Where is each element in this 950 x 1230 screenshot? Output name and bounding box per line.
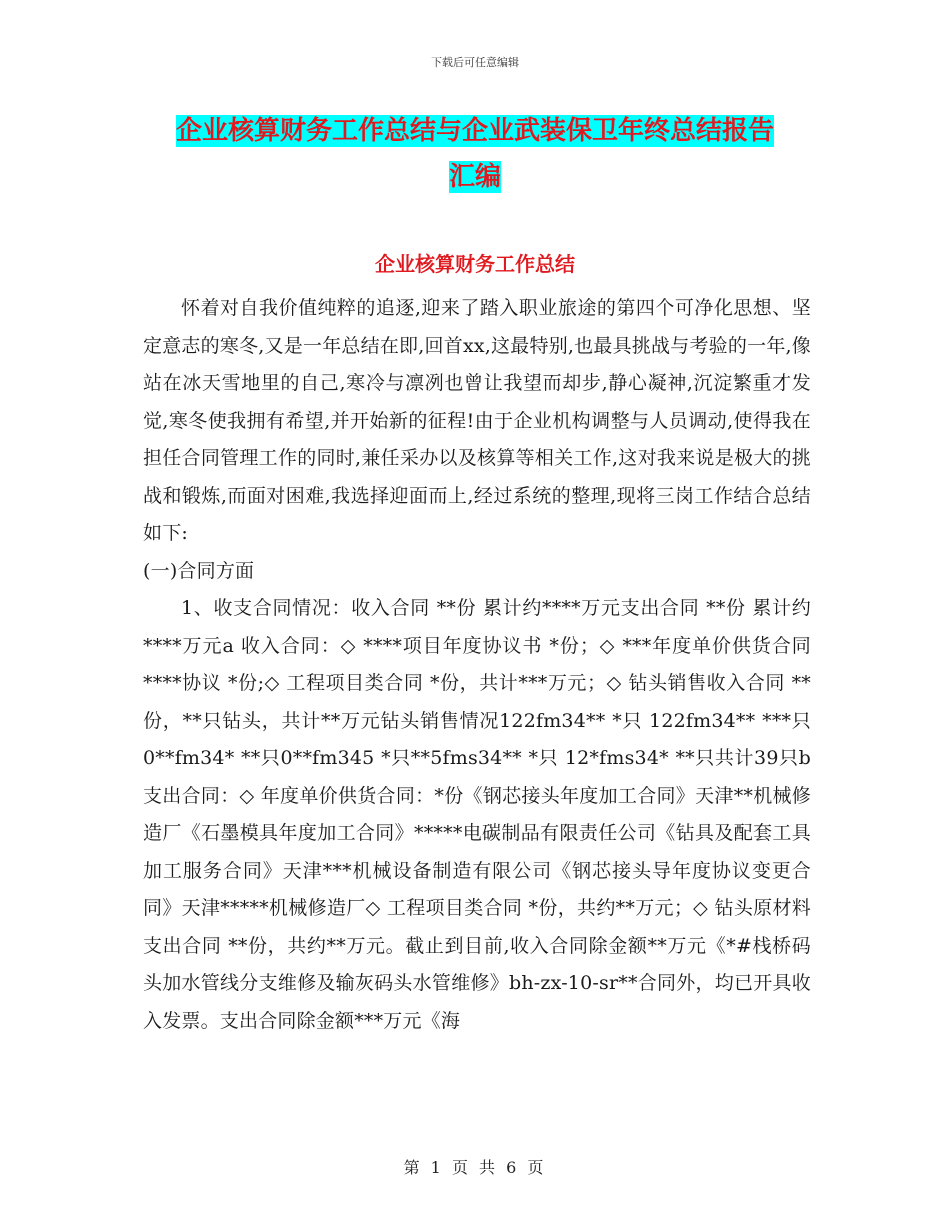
body-paragraph-heading: (一)合同方面 (143, 559, 255, 582)
header-note: 下载后可任意编辑 (431, 56, 519, 69)
body-paragraph-intro: 怀着对自我价值纯粹的追逐,迎来了踏入职业旅途的第四个可净化思想、坚定意志的寒冬,又是一年总结在即,回首xx,这最特别,也最具挑战与考验的一年,像站在冰天雪地里的自己,寒冷与凛冽也曾让我望而却步,静心凝神,沉淀繁重才发觉,寒冬使我拥有希望,并开始新的征程!由于企业机构调整与人员调动,使得我在担任合同管理工作的同时,兼任采办以及核算等相关工作,这对我来说是极大的挑战和锻炼,而面对困难,我选择迎面而上,经过系统的整理,现将三岗工作结合总结如下: (143, 297, 811, 544)
page-footer: 第 1 页 共 6 页 (403, 1158, 547, 1177)
document-title-line1: 企业核算财务工作总结与企业武装保卫年终总结报告 (175, 116, 774, 146)
document-body (143, 290, 811, 1040)
section-title: 企业核算财务工作总结 (375, 252, 575, 276)
body-paragraph-contracts: 1、收支合同情况：收入合同 **份 累计约****万元支出合同 **份 累计约****万元a 收入合同：◇ ****项目年度协议书 *份；◇ ***年度单价供货合同****协议 *份;◇ 工程项目类合同 *份，共计***万元；◇ 钻头销售收入合同 **份，**只钻头，共计**万元钻头销售情况122fm34** *只 122fm34** ***只 0**fm34* **只0**fm345 *只**5fms34** *只 12*fms34* **只共计39只b支出合同：◇ 年度单价供货合同：*份《钢芯接头年度加工合同》天津**机械修造厂《石墨模具年度加工合同》*****电碳制品有限责任公司《钻具及配套工具加工服务合同》天津***机械设备制造有限公司《钢芯接头导年度协议变更合同》天津*****机械修造厂◇ 工程项目类合同 *份，共约**万元；◇ 钻头原材料支出合同 **份，共约**万元。截止到目前,收入合同除金额**万元《*#栈桥码头加水管线分支维修及输灰码头水管维修》bh-zx-10-sr**合同外，均已开具收入发票。支出合同除金额***万元《海 (143, 597, 811, 1032)
document-title-line2: 汇编 (448, 162, 501, 192)
document-title (145, 108, 805, 200)
